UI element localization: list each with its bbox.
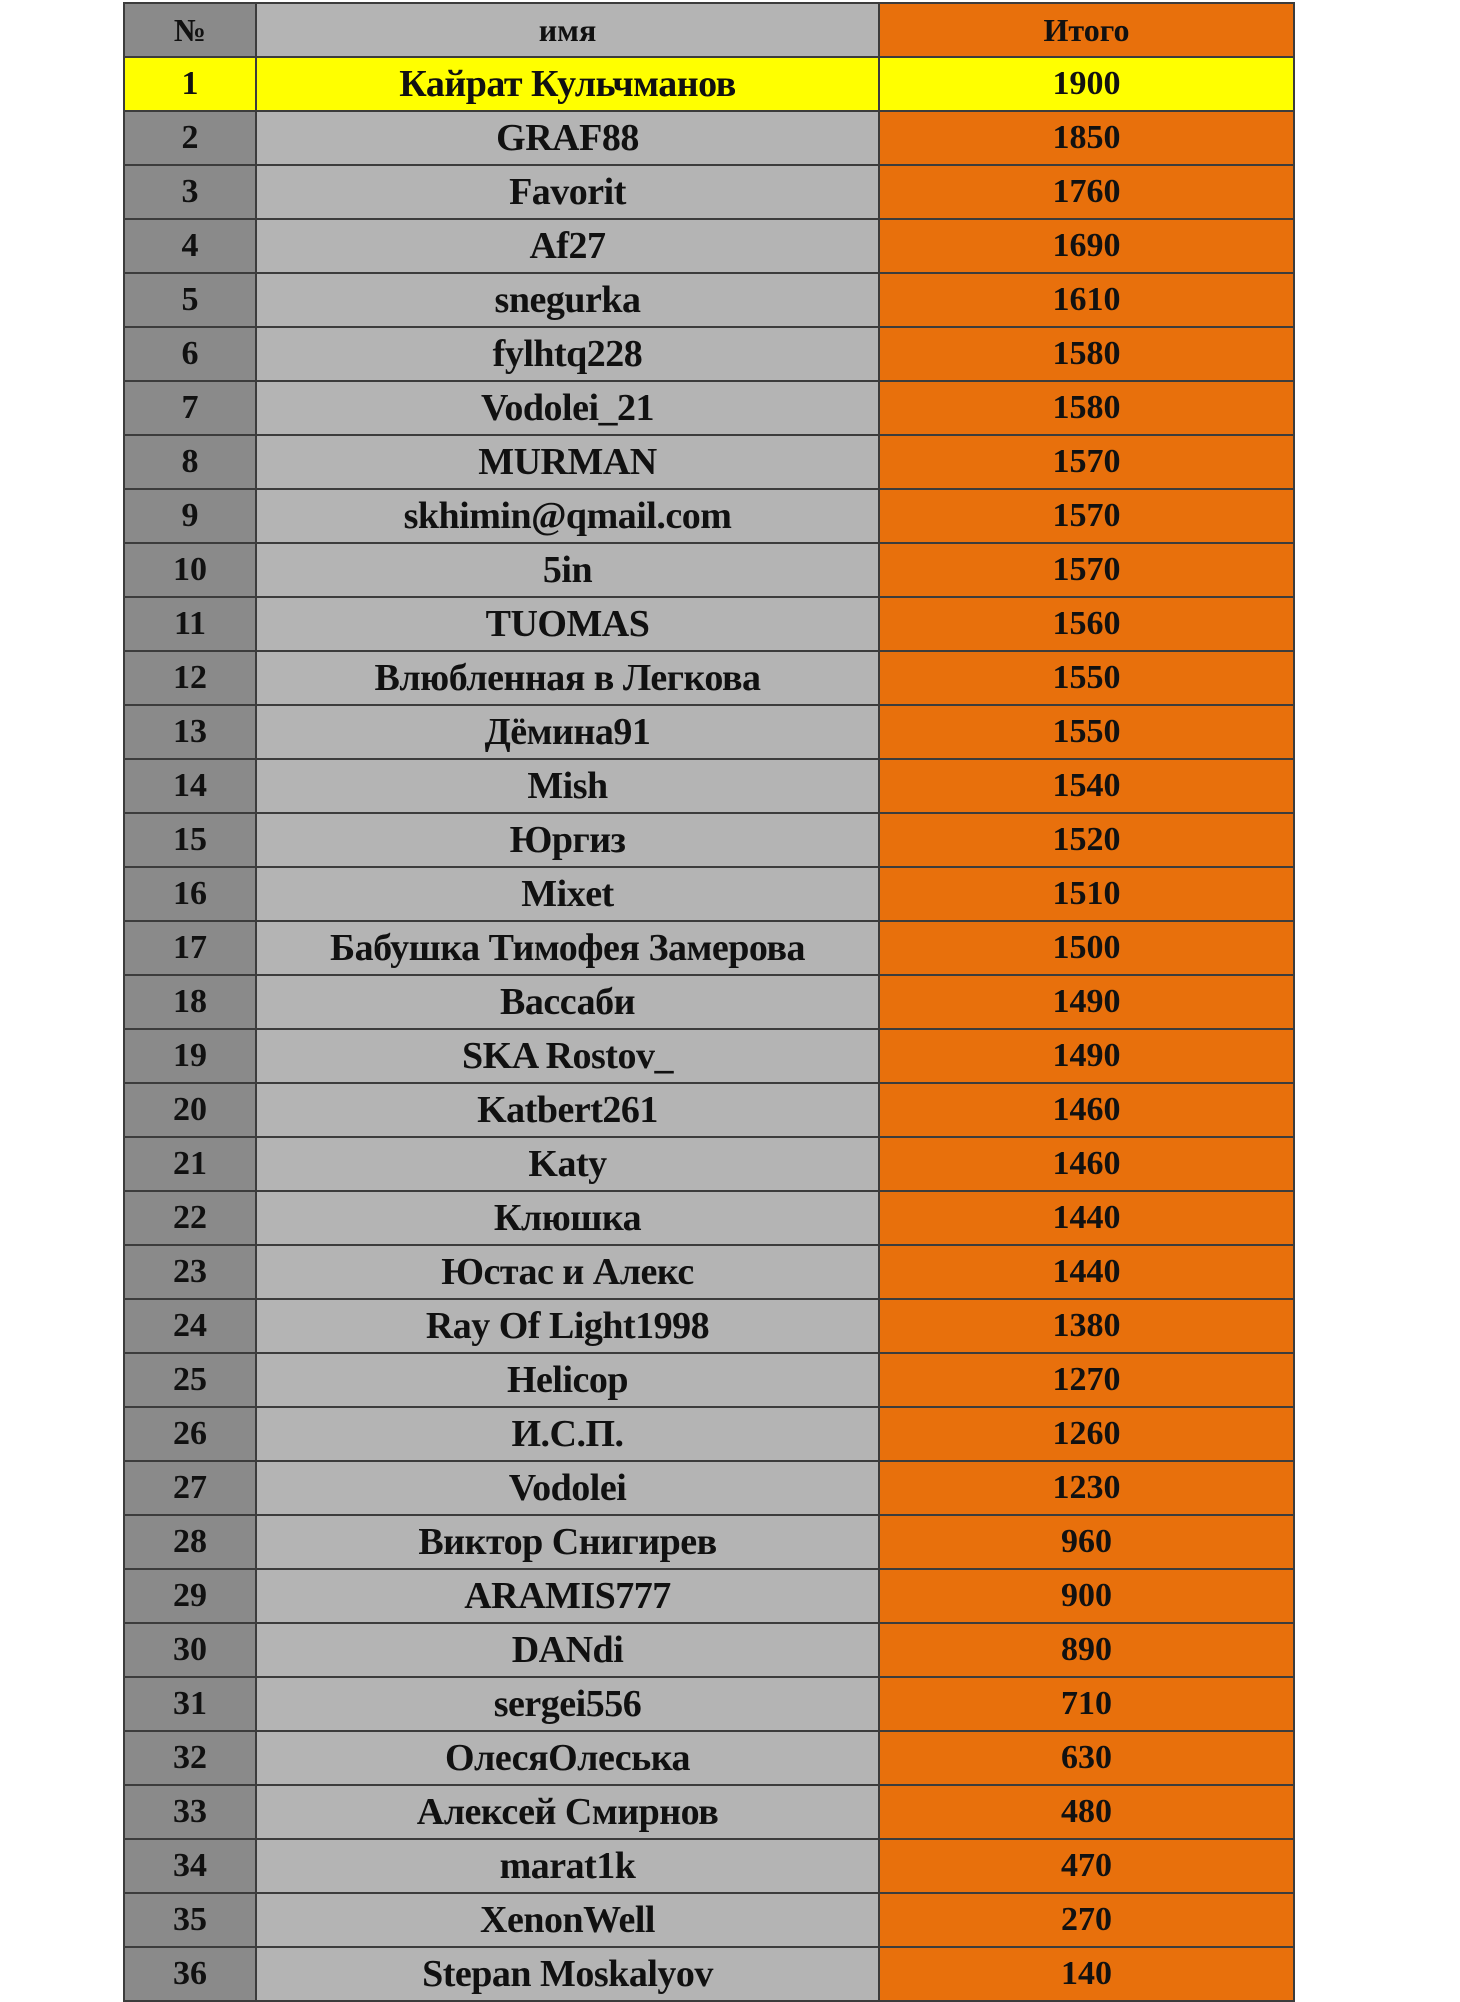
row-name: Кайрат Кульчманов: [256, 57, 879, 111]
table-row: [124, 1677, 1294, 1731]
row-name: Stepan Moskalyov: [256, 1947, 879, 2001]
table-row: [124, 1731, 1294, 1785]
table-row: [124, 219, 1294, 273]
table-row: [124, 273, 1294, 327]
table-row: [124, 1083, 1294, 1137]
row-name: Vodolei_21: [256, 381, 879, 435]
row-number: 24: [124, 1299, 256, 1353]
table-row: [124, 57, 1294, 111]
row-total: 1570: [879, 435, 1294, 489]
row-name: 5in: [256, 543, 879, 597]
table-row: [124, 1839, 1294, 1893]
row-total: 1570: [879, 543, 1294, 597]
table-row: [124, 1299, 1294, 1353]
row-number: 26: [124, 1407, 256, 1461]
row-total: 270: [879, 1893, 1294, 1947]
row-number: 8: [124, 435, 256, 489]
row-name: snegurka: [256, 273, 879, 327]
row-total: 710: [879, 1677, 1294, 1731]
row-name: И.С.П.: [256, 1407, 879, 1461]
row-number: 25: [124, 1353, 256, 1407]
row-name: SKA Rostov_: [256, 1029, 879, 1083]
leaderboard-table: [123, 2, 1295, 2002]
table-row: [124, 165, 1294, 219]
row-name: marat1k: [256, 1839, 879, 1893]
table-row: [124, 1029, 1294, 1083]
row-total: 480: [879, 1785, 1294, 1839]
row-total: 470: [879, 1839, 1294, 1893]
row-name: GRAF88: [256, 111, 879, 165]
table-row: [124, 597, 1294, 651]
row-name: Helicop: [256, 1353, 879, 1407]
table-row: [124, 1947, 1294, 2001]
table-row: [124, 1353, 1294, 1407]
table-header: [124, 3, 1294, 57]
row-number: 9: [124, 489, 256, 543]
row-number: 13: [124, 705, 256, 759]
row-name: fylhtq228: [256, 327, 879, 381]
table-row: [124, 1245, 1294, 1299]
table-row: [124, 813, 1294, 867]
row-name: skhimin@qmail.com: [256, 489, 879, 543]
row-total: 630: [879, 1731, 1294, 1785]
table-row: [124, 1893, 1294, 1947]
row-number: 19: [124, 1029, 256, 1083]
row-name: Katbert261: [256, 1083, 879, 1137]
table-body: [124, 57, 1294, 2001]
row-total: 1610: [879, 273, 1294, 327]
row-total: 960: [879, 1515, 1294, 1569]
row-name: Ray Of Light1998: [256, 1299, 879, 1353]
row-number: 30: [124, 1623, 256, 1677]
row-number: 4: [124, 219, 256, 273]
row-number: 31: [124, 1677, 256, 1731]
row-total: 1460: [879, 1083, 1294, 1137]
header-name: имя: [256, 3, 879, 57]
row-number: 1: [124, 57, 256, 111]
row-name: Юстас и Алекс: [256, 1245, 879, 1299]
row-name: Vodolei: [256, 1461, 879, 1515]
row-total: 1460: [879, 1137, 1294, 1191]
row-number: 6: [124, 327, 256, 381]
row-total: 1560: [879, 597, 1294, 651]
row-total: 1550: [879, 651, 1294, 705]
row-total: 1900: [879, 57, 1294, 111]
row-name: Клюшка: [256, 1191, 879, 1245]
row-name: ARAMIS777: [256, 1569, 879, 1623]
row-name: ОлесяОлеська: [256, 1731, 879, 1785]
row-name: DANdi: [256, 1623, 879, 1677]
row-total: 1580: [879, 327, 1294, 381]
header-total: Итого: [879, 3, 1294, 57]
table-row: [124, 759, 1294, 813]
row-total: 1440: [879, 1245, 1294, 1299]
row-name: XenonWell: [256, 1893, 879, 1947]
row-total: 140: [879, 1947, 1294, 2001]
row-name: Виктор Снигирев: [256, 1515, 879, 1569]
row-name: Алексей Смирнов: [256, 1785, 879, 1839]
row-number: 7: [124, 381, 256, 435]
table-row: [124, 1407, 1294, 1461]
table-row: [124, 327, 1294, 381]
row-name: Mixet: [256, 867, 879, 921]
row-total: 1490: [879, 1029, 1294, 1083]
row-number: 29: [124, 1569, 256, 1623]
row-total: 1270: [879, 1353, 1294, 1407]
row-name: Вассаби: [256, 975, 879, 1029]
row-name: Бабушка Тимофея Замерова: [256, 921, 879, 975]
table-row: [124, 1515, 1294, 1569]
table-row: [124, 705, 1294, 759]
row-number: 23: [124, 1245, 256, 1299]
table-row: [124, 381, 1294, 435]
row-total: 1550: [879, 705, 1294, 759]
row-total: 900: [879, 1569, 1294, 1623]
row-total: 1520: [879, 813, 1294, 867]
row-number: 14: [124, 759, 256, 813]
row-name: Юргиз: [256, 813, 879, 867]
row-number: 10: [124, 543, 256, 597]
row-name: Mish: [256, 759, 879, 813]
row-total: 1260: [879, 1407, 1294, 1461]
row-total: 1850: [879, 111, 1294, 165]
table-row: [124, 1569, 1294, 1623]
table-row: [124, 1785, 1294, 1839]
row-total: 1760: [879, 165, 1294, 219]
row-number: 12: [124, 651, 256, 705]
row-number: 11: [124, 597, 256, 651]
row-number: 27: [124, 1461, 256, 1515]
header-row: [124, 3, 1294, 57]
row-total: 1580: [879, 381, 1294, 435]
row-total: 1380: [879, 1299, 1294, 1353]
row-number: 28: [124, 1515, 256, 1569]
row-number: 33: [124, 1785, 256, 1839]
row-total: 1510: [879, 867, 1294, 921]
row-total: 1540: [879, 759, 1294, 813]
table-row: [124, 111, 1294, 165]
header-number: №: [124, 3, 256, 57]
row-name: Дёмина91: [256, 705, 879, 759]
row-number: 3: [124, 165, 256, 219]
row-number: 17: [124, 921, 256, 975]
row-name: TUOMAS: [256, 597, 879, 651]
table-row: [124, 1461, 1294, 1515]
row-number: 16: [124, 867, 256, 921]
row-total: 1440: [879, 1191, 1294, 1245]
row-number: 32: [124, 1731, 256, 1785]
row-total: 1230: [879, 1461, 1294, 1515]
table-row: [124, 921, 1294, 975]
row-number: 2: [124, 111, 256, 165]
row-name: Favorit: [256, 165, 879, 219]
table-row: [124, 543, 1294, 597]
row-name: Af27: [256, 219, 879, 273]
row-total: 890: [879, 1623, 1294, 1677]
row-name: sergei556: [256, 1677, 879, 1731]
row-number: 5: [124, 273, 256, 327]
row-name: MURMAN: [256, 435, 879, 489]
table-row: [124, 1137, 1294, 1191]
table-row: [124, 867, 1294, 921]
row-number: 20: [124, 1083, 256, 1137]
row-number: 18: [124, 975, 256, 1029]
row-number: 36: [124, 1947, 256, 2001]
table-row: [124, 1623, 1294, 1677]
row-total: 1500: [879, 921, 1294, 975]
row-name: Влюбленная в Легкова: [256, 651, 879, 705]
table-row: [124, 651, 1294, 705]
row-total: 1490: [879, 975, 1294, 1029]
row-number: 22: [124, 1191, 256, 1245]
row-number: 35: [124, 1893, 256, 1947]
row-total: 1690: [879, 219, 1294, 273]
table-row: [124, 489, 1294, 543]
row-number: 21: [124, 1137, 256, 1191]
row-number: 34: [124, 1839, 256, 1893]
table-row: [124, 1191, 1294, 1245]
table-row: [124, 435, 1294, 489]
row-total: 1570: [879, 489, 1294, 543]
row-number: 15: [124, 813, 256, 867]
row-name: Katy: [256, 1137, 879, 1191]
table-row: [124, 975, 1294, 1029]
